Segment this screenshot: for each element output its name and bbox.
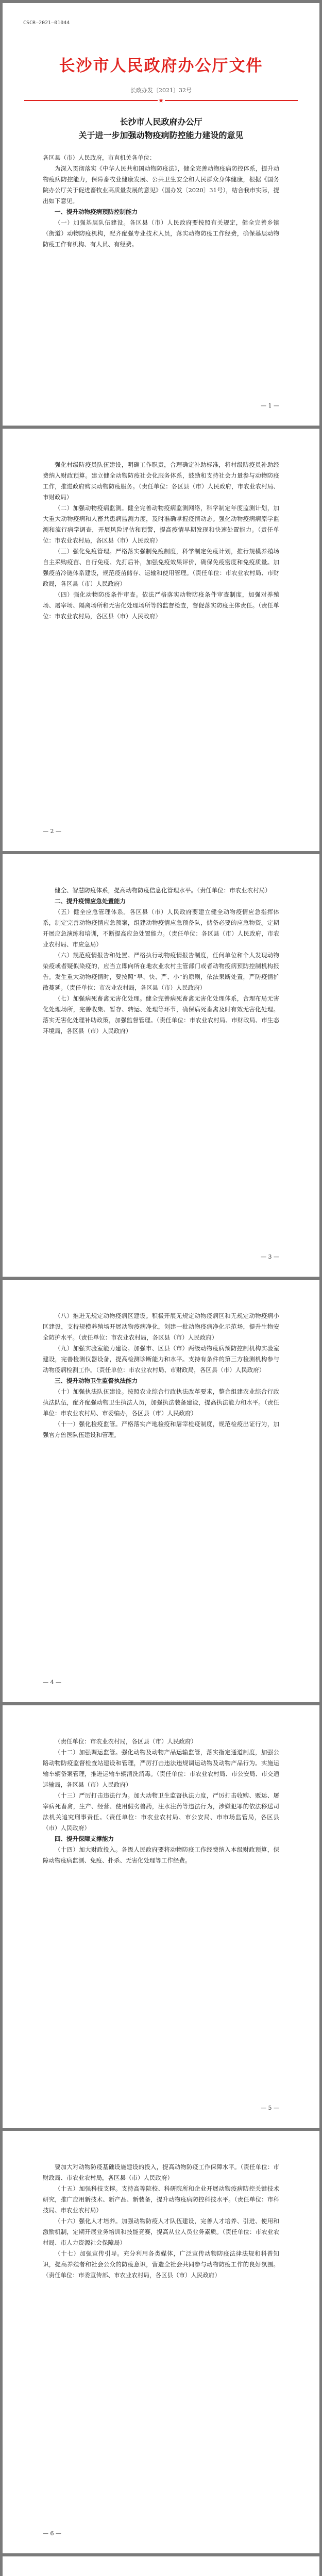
body-paragraph: （十四）加大财政投入。各级人民政府要将动物防疫工作经费纳入本级财政预算，保障动物疫病监测、免疫、扑杀、无害化处理等工作经费。 (43, 1846, 279, 1864)
body-paragraph: （四）强化动物防疫条件审查。依法严格落实动物防疫条件审查制度，加强对养殖场、屠宰场、隔离场所和无害化处理场所等的监督检查，督促落实防疫主体责任。（责任单位：市农业农村局，各区县（市）人民政府） (43, 591, 279, 620)
doc-number: 长政办发〔2021〕32号 (130, 87, 192, 94)
page-number: — 1 — (261, 402, 279, 409)
red-separator (24, 97, 298, 104)
body-paragraph: （二）加强动物疫病监测。健全完善动物疫病监测网络，科学制定年度监测计划，加大重大动物疫病和人畜共患病监测力度，及时准确掌握疫情动态。强化动物疫病病原学监测和流行病学调查，开展风险评估和预警，提高疫情早期发现和快速处置能力。（责任单位：市农业农村局，各区县（市）人民政府） (43, 504, 279, 544)
body-paragraph: （十二）加强调运监管。强化动物及动物产品运输监管，落实指定通道制度，加强公路动物防疫监督检查站建设和管理，严厉打击违法违规调运动物及动物产品行为。实施运输车辆备案管理，推进运输车辆清洗消毒。（责任单位：市农业农村局、市公安局、市交通运输局，各区县（市）人民政府） (43, 1749, 279, 1788)
body-paragraph: 强化村级防疫员队伍建设，明确工作职责，合理确定补助标准，将村级防疫员补助经费纳入财政预算。建立健全动物防疫社会化服务体系，鼓励和支持社会力量参与动物防疫工作，推进政府购买动物防疫服务。（责任单位：各区县（市）人民政府，市农业农村局、市财政局） (43, 461, 279, 501)
body-paragraph: （六）规范疫情报告和处置。严格执行动物疫情报告制度，任何单位和个人发现动物染疫或者疑似染疫的，应当立即向所在地农业农村主管部门或者动物疫病预防控制机构报告。发生重大动物疫情时，要按照“早、快、严、小”的原则，依法果断处置，严防疫情扩散蔓延。（责任单位：市农业农村局，各区县（市）人民政府） (43, 952, 279, 991)
section-heading: 四、提升保障支撑能力 (55, 1835, 114, 1842)
body-paragraph: （九）加强实验室能力建设。加强市、区县（市）两级动物疫病预防控制机构实验室建设，完善检测仪器设备，提高检测诊断能力和水平。支持有条件的第三方检测机构参与动物疫病检测工作。（责任单位：市农业农村局、市财政局，各区县（市）人民政府） (43, 1345, 279, 1374)
section-heading: 一、提升动物疫病预防控制能力 (55, 208, 138, 215)
body-paragraph: （十一）强化检疫监管。严格落实产地检疫和屠宰检疫制度，规范检疫出证行为，加强官方兽医队伍建设和管理。 (43, 1420, 279, 1438)
body-paragraph: （五）健全应急管理体系。各区县（市）人民政府要建立健全动物疫情应急指挥体系，制定完善动物疫情应急预案，组建动物疫情应急预备队，储备必要的应急物资。定期开展应急演练和培训，不断提高应急处置能力。（责任单位：各区县（市）人民政府，市农业农村局、市应急局） (43, 908, 279, 948)
star-icon: ★ (158, 97, 164, 104)
body-paragraph: （十五）加强科技支撑。支持高等院校、科研院所和企业开展动物疫病防控关键技术研究，推广应用新技术、新产品、新装备，提升动物疫病防控科技水平。（责任单位：市科技局、市农业农村局） (43, 2185, 279, 2214)
document-title (43, 115, 279, 142)
body-paragraph: （责任单位：市农业农村局，各区县（市）人民政府） (55, 1738, 197, 1745)
page-body (43, 885, 279, 1037)
page-number: — 4 — (43, 1679, 61, 1686)
page-number: — 3 — (261, 1253, 279, 1260)
body-paragraph: （七）加强病死畜禽无害化处理。健全完善病死畜禽无害化处理体系，合理布局无害化处理场所，完善收集、暂存、转运、处理等环节，确保病死畜禽及时有效无害化处理。落实无害化处理补助政策，加强监督管理。（责任单位：市农业农村局、市财政局、市生态环境局，各区县（市）人民政府） (43, 995, 279, 1035)
title-line-2: 关于进一步加强动物疫病防控能力建设的意见 (78, 130, 244, 140)
body-paragraph: （八）推进无规定动物疫病区建设。积极开展无规定动物疫病区和无规定动物疫病小区建设，支持规模养殖场开展动物疫病净化，创建一批动物疫病净化示范场，提升生物安全防护水平。（责任单位：市农业农村局，各区县（市）人民政府） (43, 1312, 279, 1341)
body-paragraph: （十）加强执法队伍建设。按照农业综合行政执法改革要求，整合组建农业综合行政执法队伍，配齐配强动物卫生执法人员，加强执法装备建设，提高执法能力和水平。（责任单位：市农业农村局、市委编办，各区县（市）人民政府） (43, 1388, 279, 1417)
page-body (43, 460, 279, 622)
body-paragraph: （十六）强化人才培养。加强动物防疫人才队伍建设，完善人才培养、引进、使用和激励机制，定期开展业务培训和技能竞赛，提高从业人员业务素质。（责任单位：市农业农村局、市人力资源社会保障局） (43, 2217, 279, 2246)
body-paragraph: （十三）严厉打击违法行为。加大动物卫生监督执法力度，严厉打击收购、贩运、屠宰病死畜禽，生产、经营、使用假劣兽药，注水注药等违法行为，涉嫌犯罪的依法移送司法机关追究刑事责任。（责任单位：市农业农村局、市公安局、市市场监管局，各区县（市）人民政府） (43, 1792, 279, 1832)
page-number: — 6 — (43, 2530, 61, 2537)
section-heading: 三、提升动物卫生监督执法能力 (55, 1377, 138, 1384)
document-page-3 (3, 854, 319, 1277)
page-body (43, 2162, 279, 2281)
page-body (43, 1736, 279, 1866)
body-paragraph: 健全、智慧防疫体系，提高动物防疫信息化管理水平。（责任单位：市农业农村局） (55, 887, 271, 894)
document-page-1 (3, 3, 319, 426)
title-line-1: 长沙市人民政府办公厅 (120, 117, 202, 127)
issuing-org-header: 长沙市人民政府办公厅文件 (59, 57, 263, 75)
page-body (43, 163, 279, 250)
document-page-5 (3, 1705, 319, 2128)
salutation: 各区县（市）人民政府，市直机关各单位： (43, 154, 156, 161)
body-paragraph: 要加大对动物防疫基础设施建设的投入，提高动物防疫工作保障水平。（责任单位：市财政局、市农业农村局，各区县（市）人民政府） (43, 2163, 279, 2181)
page-number: — 2 — (43, 828, 61, 835)
body-paragraph: 为深入贯彻落实《中华人民共和国动物防疫法》，健全完善动物疫病防控体系，提升动物疫病防控能力，保障畜牧业健康发展、公共卫生安全和人民群众身体健康，根据《国务院办公厅关于促进畜牧业高质量发展的意见》（国办发〔2020〕31号），结合我市实际，提出如下意见。 (43, 165, 279, 205)
page-number: — 5 — (261, 2105, 279, 2111)
section-heading: 二、提升疫情应急处置能力 (55, 897, 126, 905)
body-paragraph: （三）强化免疫管理。严格落实强制免疫制度，科学制定免疫计划，推行规模养殖场自主采购疫苗、自行免疫、先打后补，加强免疫效果评价，确保免疫密度和免疫质量。加强疫苗冷链体系建设，规范疫苗储存、运输和使用管理。（责任单位：市农业农村局、市财政局，各区县（市）人民政府） (43, 548, 279, 587)
doc-code: CSCR—2021—01044 (23, 20, 70, 26)
document-page-6 (3, 2131, 319, 2553)
document-page-2 (3, 429, 319, 851)
page-body (43, 1311, 279, 1440)
document-page-4 (3, 1280, 319, 1702)
body-paragraph: （一）加强基层队伍建设。各区县（市）人民政府要按照有关规定，健全完善乡镇（街道）动物防疫机构，配齐配强专业技术人员，落实动物防疫工作经费，确保基层动物防疫工作有机构、有人员、有经费。 (43, 219, 279, 248)
document-page-7 (3, 2556, 319, 2576)
body-paragraph: （十七）加强宣传引导。充分利用各类媒体，广泛宣传动物防疫法律法规和科普知识，提高养殖者和社会公众的防疫意识，营造全社会共同参与动物防疫工作的良好氛围。（责任单位：市委宣传部、市农业农村局，各区县（市）人民政府） (43, 2250, 279, 2279)
